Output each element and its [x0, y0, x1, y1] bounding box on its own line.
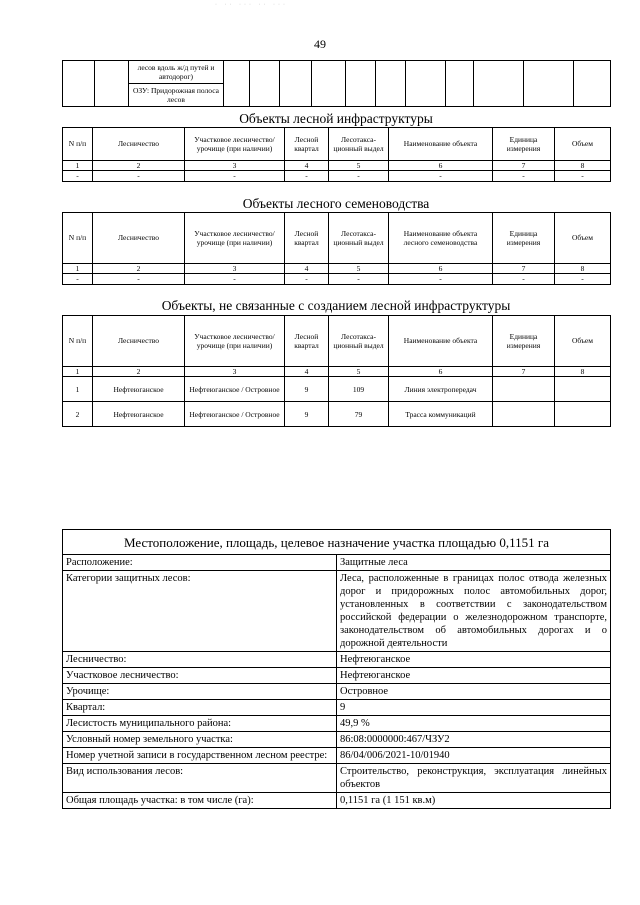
continuation-row — [63, 61, 611, 84]
location-value: 0,1151 га (1 151 кв.м) — [337, 793, 611, 809]
location-row — [63, 684, 611, 700]
header-row — [63, 128, 611, 161]
column-number-row: 1 2 3 4 5 6 7 8 — [63, 264, 611, 274]
location-row — [63, 555, 611, 571]
header-cell: Лесной квартал — [285, 128, 329, 161]
location-label: Участковое лесничество: — [63, 668, 337, 684]
header-cell: Объем — [555, 128, 611, 161]
location-row — [63, 571, 611, 652]
header-cell: Единица измерения — [493, 213, 555, 264]
header-cell: Лесной квартал — [285, 213, 329, 264]
column-number-row: 1 2 3 4 5 6 7 8 — [63, 367, 611, 377]
table-row: 2 Нефтеюганское Нефтеюганское / Островное 9 79 Трасса коммуникаций — [63, 402, 611, 427]
location-row — [63, 652, 611, 668]
continuation-cell: лесов вдоль ж/д путей и автодорог) — [129, 61, 224, 84]
location-label: Квартал: — [63, 700, 337, 716]
location-row — [63, 668, 611, 684]
header-cell: Объем — [555, 316, 611, 367]
location-value: Нефтеюганское — [337, 652, 611, 668]
location-value: Строительство, реконструкция, эксплуатация линейных объектов — [337, 764, 611, 793]
location-title-row — [63, 530, 611, 555]
location-label: Урочище: — [63, 684, 337, 700]
table-row: 1 Нефтеюганское Нефтеюганское / Островное 9 109 Линия электропередач — [63, 377, 611, 402]
header-cell: Лесотакса-ционный выдел — [329, 316, 389, 367]
continuation-table — [62, 60, 611, 107]
header-row — [63, 316, 611, 367]
header-cell: N п/п — [63, 316, 93, 367]
location-row — [63, 732, 611, 748]
section-title: Объекты лесной инфраструктуры — [239, 111, 433, 126]
header-cell: Участковое лесничество/урочище (при наличии) — [185, 128, 285, 161]
infrastructure-table — [62, 127, 611, 182]
header-cell: Лесной квартал — [285, 316, 329, 367]
location-label: Номер учетной записи в государственном лесном реестре: — [63, 748, 337, 764]
table-row: - - - - - - - - — [63, 274, 611, 284]
location-value: 49,9 % — [337, 716, 611, 732]
location-value: 86/04/006/2021-10/01940 — [337, 748, 611, 764]
location-title: Местоположение, площадь, целевое назначение участка площадью 0,1151 га — [63, 530, 611, 555]
page-number: 49 — [314, 37, 326, 51]
location-row — [63, 793, 611, 809]
location-label: Условный номер земельного участка: — [63, 732, 337, 748]
header-cell: Единица измерения — [493, 128, 555, 161]
header-cell: N п/п — [63, 128, 93, 161]
continuation-cell: ОЗУ: Придорожная полоса лесов — [129, 84, 224, 107]
location-label: Вид использования лесов: — [63, 764, 337, 793]
header-cell: Наименование объекта лесного семеноводства — [389, 213, 493, 264]
header-cell: Лесотакса-ционный выдел — [329, 128, 389, 161]
header-cell: Лесничество — [93, 128, 185, 161]
location-label: Общая площадь участка: в том числе (га): — [63, 793, 337, 809]
non-infrastructure-table — [62, 315, 611, 427]
section-title: Объекты лесного семеноводства — [242, 196, 430, 211]
location-value: Островное — [337, 684, 611, 700]
header-cell: Участковое лесничество/урочище (при наличии) — [185, 316, 285, 367]
section-title: Объекты, не связанные с созданием лесной инфраструктуры — [161, 298, 511, 313]
header-cell: N п/п — [63, 213, 93, 264]
location-row — [63, 700, 611, 716]
location-value: Нефтеюганское — [337, 668, 611, 684]
location-label: Расположение: — [63, 555, 337, 571]
location-value: 86:08:0000000:467/ЧЗУ2 — [337, 732, 611, 748]
header-cell: Объем — [555, 213, 611, 264]
header-cell: Лесотакса-ционный выдел — [329, 213, 389, 264]
location-value: Защитные леса — [337, 555, 611, 571]
location-value: Леса, расположенные в границах полос отвода железных дорог и придорожных полос автомобильных дорог, установленных в соответствии с законодательством российской федерации о железнодорожном транспорте, законодательством об автомобильных дорогах и о дорожной деятельности — [337, 571, 611, 652]
header-cell: Наименование объекта — [389, 128, 493, 161]
location-row — [63, 764, 611, 793]
location-label: Категории защитных лесов: — [63, 571, 337, 652]
location-label: Лесистость муниципального района: — [63, 716, 337, 732]
location-label: Лесничество: — [63, 652, 337, 668]
header-cell: Единица измерения — [493, 316, 555, 367]
location-table — [62, 529, 611, 809]
location-row — [63, 748, 611, 764]
column-number-row: 1 2 3 4 5 6 7 8 — [63, 161, 611, 171]
header-cell: Лесничество — [93, 316, 185, 367]
location-value: 9 — [337, 700, 611, 716]
header-row — [63, 213, 611, 264]
header-cell: Лесничество — [93, 213, 185, 264]
header-cell: Участковое лесничество/урочище (при наличии) — [185, 213, 285, 264]
location-row — [63, 716, 611, 732]
table-row: - - - - - - - - — [63, 171, 611, 181]
scan-artifact: · ·· ··· ·· ··· — [215, 2, 288, 8]
seed-table — [62, 212, 611, 285]
header-cell: Наименование объекта — [389, 316, 493, 367]
